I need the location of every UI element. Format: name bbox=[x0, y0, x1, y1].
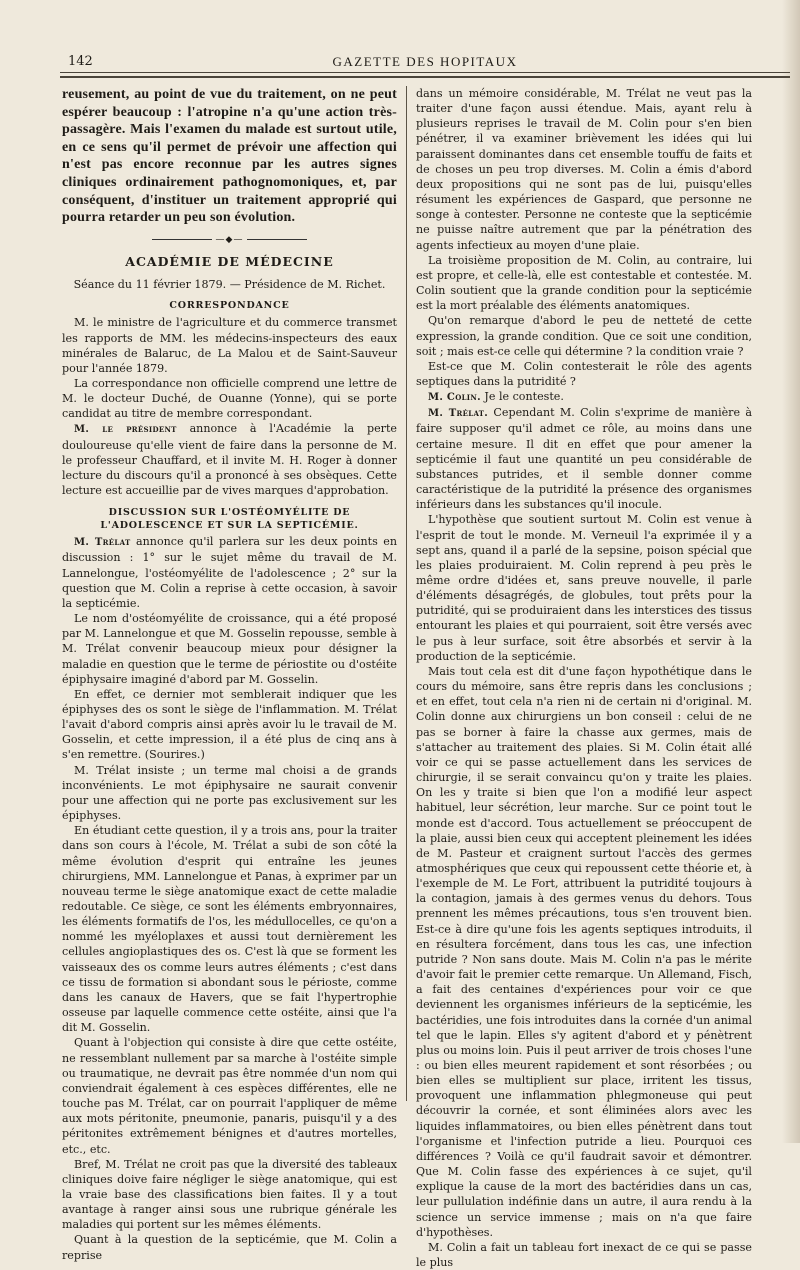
section-title: ACADÉMIE DE MÉDECINE bbox=[125, 253, 334, 269]
paragraph: Qu'on remarque d'abord le peu de netteté de cette expression, la grande condition. Que ce soit une condition, soit ; mais est-ce celle qui détermine ? la condition vraie ? bbox=[416, 314, 752, 358]
section-ornament: —◆— bbox=[62, 233, 397, 248]
paragraph: En effet, ce dernier mot semblerait indiquer que les épiphyses des os sont le siège de l'inflammation. M. Trélat l'avait d'abord compris ainsi après avoir lu le travail de M. Gosselin, et cette impression, il a été plus de cinq ans à s'en remettre. (Sourires.) bbox=[62, 687, 397, 762]
paragraph: Est-ce que M. Colin contesterait le rôle des agents septiques dans la putridité ? bbox=[416, 359, 752, 388]
header-rule bbox=[60, 72, 790, 73]
paragraph: Bref, M. Trélat ne croit pas que la diversité des tableaux cliniques doive faire négliger le siège anatomique, qui est la vraie base des classifications bien faites. Il y a tout avantage à ranger ainsi sous une rubrique générale les maladies qui portent sur les mêmes éléments. bbox=[62, 1157, 397, 1232]
paragraph: M. le président annonce à l'Académie la perte douloureuse qu'elle vient de faire dans la personne de M. le professeur Chauffard, et il invite M. H. Roger à donner lecture du discours qu'il a prononcé à ses obsèques. Cette lecture est accueillie par de vives marques d'approbation. bbox=[62, 422, 398, 498]
header-rule-thick bbox=[60, 76, 790, 78]
paragraph: Le nom d'ostéomyélite de croissance, qui a été proposé par M. Lannelongue et que M. Gosselin repousse, semble à M. Trélat convenir beaucoup mieux pour désigner la maladie en question que le terme de périostite ou d'ostéite épiphysaire imaginé d'abord par M. Gosselin. bbox=[62, 612, 397, 686]
page-edge-shadow bbox=[782, 0, 800, 1143]
paragraph: La troisième proposition de M. Colin, au contraire, lui est propre, et celle-là, elle est contestable et contestée. M. Colin soutient que la grande condition pour la septicémie est la mort préalable des éléments anatomiques. bbox=[416, 253, 752, 313]
subhead-correspondance: CORRESPONDANCE bbox=[169, 300, 290, 312]
paragraph: M. Colin a fait un tableau fort inexact de ce qui se passe le plus bbox=[416, 1240, 752, 1270]
speaker-name: M. Trélat. bbox=[428, 408, 489, 420]
lead-paragraph: reusement, au point de vue du traitement, on ne peut espérer beaucoup : l'atropine n'a qu'une action très-passagère. Mais l'examen du malade est surtout utile, en ce sens qu'il permet de prévoir une affection qui n'est pas encore reconnue par les autres signes cliniques ordinairement pathognomoniques, et, par conséquent, d'instituer un traitement approprié qui pourra retarder un peu son évolution. bbox=[62, 87, 397, 226]
page-header bbox=[60, 48, 790, 70]
speaker-name: M. le président bbox=[74, 424, 177, 436]
left-column bbox=[62, 86, 397, 1263]
paragraph: Mais tout cela est dit d'une façon hypothétique dans le cours du mémoire, sans être repris dans les conclusions ; et en effet, tout cela n'a rien ni de certain ni d'original. M. Colin donne aux chirurgiens un bon conseil : celui de ne pas se borner à faire la chasse aux germes, mais de s'attacher au traitement des plaies. Si M. Colin était allé voir ce qui se passe actuellement dans les services de chirurgie, il se serait convaincu qu'on y traite les plaies. On les y traite si bien que l'on a modifié leur aspect habituel, leur sécrétion, leur marche. Sur ce point tout le monde est d'accord. Tous actuellement se préoccupent de la plaie, aussi bien ceux qui acceptent pleinement les idées de M. Pasteur et craignent surtout l'accès des germes atmosphériques que ceux qui repoussent cette théorie et, à l'exemple de M. Le Fort, attribuent la putridité toujours à la contagion, jamais à des germes venus du dehors. Tous prennent les mêmes précautions, tous s'en trouvent bien. Est-ce à dire qu'une fois les agents septiques introduits, il en résultera forcément, dans tous les cas, une infection putride ? Non sans doute. Mais M. Colin n'a pas le mérite d'avoir fait le premier cette remarque. Un Allemand, Fisch, a fait des centaines d'expériences pour voir ce que deviennent les organismes inférieurs de la septicémie, les bactéridies, une fois introduites dans la cornée d'un animal tel que le lapin. Elles s'y agitent d'abord et y pénètrent plus ou moins loin. Puis il peut arriver de trois choses l'une : ou bien elles meurent rapidement et sont résorbées ; ou bien elles se multiplient sur place, irritent les tissus, provoquent une inflammation phlegmoneuse qui peut découvrir la cornée, et sont éliminées alors avec les liquides inflammatoires, ou bien elles pénètrent dans tout l'organisme et l'infection putride a lieu. Pourquoi ces différences ? Voilà ce qu'il faudrait savoir et démontrer. Que M. Colin fasse des expériences à ce sujet, qu'il explique la cause de la mort des bactéridies dans un cas, leur pullulation indéfinie dans un autre, il aura rendu à la science un service immense ; mais on n'a que faire d'hypothèses. bbox=[416, 664, 752, 1239]
paragraph: M. le ministre de l'agriculture et du commerce transmet les rapports de MM. les médecins-inspecteurs des eaux minérales de Balaruc, de La Malou et de Saint-Sauveur pour l'année 1879. bbox=[62, 316, 397, 375]
seance-line: Séance du 11 février 1879. — Présidence de M. Richet. bbox=[73, 278, 386, 292]
paragraph: M. Trélat. Cependant M. Colin s'exprime de manière à faire supposer qu'il admet ce rôle, au moins dans une certaine mesure. Il dit en effet que pour amener la septicémie il faut une quantité un peu considérable de substances putrides, et il semble donner comme caractéristique de la putridité la présence des organismes inférieurs dans les substances qu'il inocule. bbox=[416, 406, 752, 512]
paragraph: M. Colin. Je le conteste. bbox=[428, 390, 564, 404]
column-divider bbox=[406, 86, 407, 1101]
paragraph: M. Trélat insiste ; un terme mal choisi a de grands inconvénients. Le mot épiphysaire ne saurait convenir pour une affection qui ne porte pas exclusivement sur les épiphyses. bbox=[62, 763, 397, 823]
page-number: 142 bbox=[68, 54, 93, 69]
speaker-name: M. Colin. bbox=[428, 392, 481, 404]
running-title: GAZETTE DES HOPITAUX bbox=[332, 54, 518, 69]
speaker-name: M. Trélat bbox=[74, 537, 131, 549]
paragraph: dans un mémoire considérable, M. Trélat ne veut pas la traiter d'une façon aussi étendue. Mais, ayant relu à plusieurs reprises le travail de M. Colin pour s'en bien pénétrer, il va examiner brièvement les idées qui lui paraissent dominantes dans cet ensemble touffu de faits et de choses un peu trop diverses. M. Colin a émis d'abord deux propositions qui ne sont pas de lui, puisqu'elles résument les expériences de Gaspard, que personne ne songe à contester. Personne ne conteste que la septicémie ne puisse naître autrement que par la pénétration des agents infectieux au moyen d'une plaie. bbox=[416, 87, 752, 252]
subhead-discussion: DISCUSSION SUR L'OSTÉOMYÉLITE DE L'ADOLESCENCE ET SUR LA SEPTICÉMIE. bbox=[100, 507, 359, 532]
paragraph: Quant à la question de la septicémie, que M. Colin a reprise bbox=[62, 1233, 397, 1262]
paragraph: M. Trélat annonce qu'il parlera sur les deux points en discussion : 1° sur le sujet même du travail de M. Lannelongue, l'ostéomyélite de l'adolescence ; 2° sur la question que M. Colin a reprise à cette occasion, à savoir la septicémie. bbox=[62, 535, 398, 610]
paragraph: La correspondance non officielle comprend une lettre de M. le docteur Duché, de Ouanne (Yonne), qui se porte candidat au titre de membre correspondant. bbox=[62, 377, 397, 421]
right-column bbox=[416, 86, 752, 1270]
paragraph: L'hypothèse que soutient surtout M. Colin est venue à l'esprit de tout le monde. M. Verneuil l'a exprimée il y a sept ans, quand il a parlé de la sepsine, poison spécial que les plaies produiraient. M. Colin reprend à peu près le même ordre d'idées et, sans preuve nouvelle, il parle d'éléments désagrégés, de globules, tout prêts pour la putridité, qui se produiraient dans les interstices des tissus entourant les plaies et qui pourraient, soit être versés avec le pus à leur surface, soit être absorbés et servir à la production de la septicémie. bbox=[416, 513, 752, 663]
paragraph: Quant à l'objection qui consiste à dire que cette ostéite, ne ressemblant nullement par sa marche à l'ostéite simple ou traumatique, ne devrait pas être nommée d'un nom qui conviendrait également à ces espèces différentes, elle ne touche pas M. Trélat, car on pourrait l'appliquer de même aux mots péritonite, pneumonie, panaris, puisqu'il y a des péritonites extrêmement bénignes et d'autres mortelles, etc., etc. bbox=[62, 1036, 397, 1156]
paragraph: En étudiant cette question, il y a trois ans, pour la traiter dans son cours à l'école, M. Trélat a subi de son côté la même évolution d'esprit qui entraîne les jeunes chirurgiens, MM. Lannelongue et Panas, à exprimer par un nouveau terme le siège anatomique exact de cette maladie redoutable. Ce siège, ce sont les éléments embryonnaires, les éléments formatifs de l'os, les médullocelles, ce qu'on a nommé les myéloplaxes et aussi tout dernièrement les cellules angioplastiques des os. C'est là que se forment les vaisseaux des os comme leurs autres éléments ; c'est dans ce tissu de formation si abondant sous le périoste, comme dans les canaux de Havers, que se fait l'hypertrophie osseuse par laquelle commence cette ostéite, ainsi que l'a dit M. Gosselin. bbox=[62, 824, 397, 1035]
